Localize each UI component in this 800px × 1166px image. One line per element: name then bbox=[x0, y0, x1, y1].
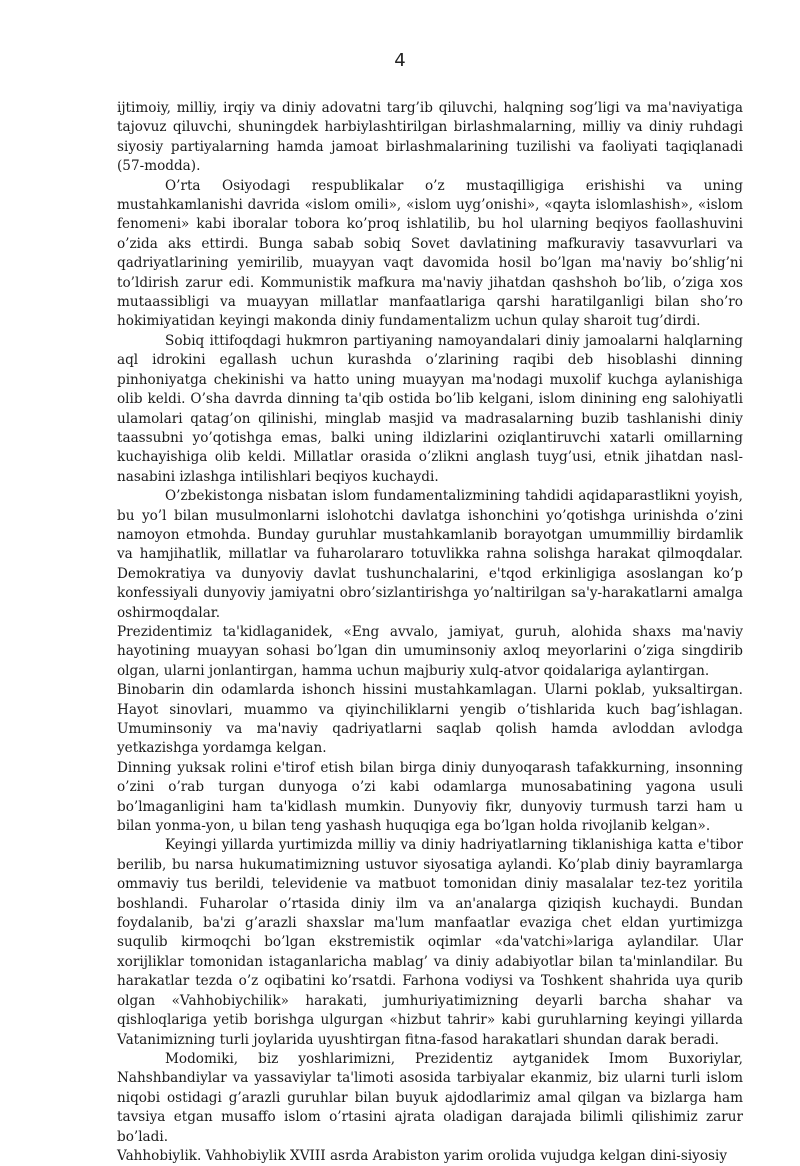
paragraph-9: Modomiki, biz yoshlarimizni, Prezidentiz aytganidek Imom Buxoriylar, Nahshbandiylar va yassaviylar ta'limoti asosida tarbiyalar ekanmiz, biz ularni turli islom niqobi ostidagi g’arazli guruhlar bilan buyuk ajdodlarimiz amal qilgan va bizlarga ham tavsiya etgan musaffo islom o’rtasini ajrata oladigan darajada bilimli qilishimiz zarur bo’ladi. bbox=[117, 1050, 743, 1145]
paragraph-5: Prezidentimiz ta'kidlaganidek, «Eng avvalo, jamiyat, guruh, alohida shaxs ma'naviy hayotining muayyan sohasi bo’lgan din umuminsoniy axloq meyorlarini o’ziga singdirib olgan, ularni jonlantirgan, hamma uchun majburiy xulq-atvor qoidalariga aylantirgan. bbox=[117, 623, 743, 679]
body-text bbox=[117, 99, 743, 1166]
paragraph-4: O’zbekistonga nisbatan islom fundamentalizmining tahdidi aqidaparastlikni yoyish, bu yo’l bilan musulmonlarni islohotchi davlatga ishonchini yo’qotishga urinishda o’zini namoyon etmohda. Bunday guruhlar mustahkamlanib borayotgan umummilliy birdamlik va hamjihatlik, millatlar va fuharolararo totuvlikka rahna solishga harakat qilmoqdalar. Demokratiya va dunyoviy davlat tushunchalarini, e'tqod erkinligiga asoslangan ko’p konfessiyali dunyoviy jamiyatni obro’sizlantirishga yo’naltirilgan sa'y-harakatlarni amalga oshirmoqdalar. bbox=[117, 488, 743, 621]
paragraph-1: ijtimoiy, milliy, irqiy va diniy adovatni targ’ib qiluvchi, halqning sog’ligi va ma'naviyatiga tajovuz qiluvchi, shuningdek harbiylashtirilgan birlashmalarning, milliy va diniy ruhdagi siyosiy partiyalarning hamda jamoat birlashmalarining tuzilishi va faoliyati taqiqlanadi (57-modda). bbox=[117, 100, 743, 175]
paragraph-2: O’rta Osiyodagi respublikalar o’z mustaqilligiga erishishi va uning mustahkamlanishi davrida «islom omili», «islom uyg’onishi», «qayta islomlashish», «islom fenomeni» kabi iboralar tobora ko’proq ishlatilib, bu hol ularning beqiyos faollashuvini o’zida aks ettirdi. Bunga sabab sobiq Sovet davlatining mafkuraviy tasavvurlari va qadriyatlarining yemirilib, muayyan vaqt davomida hosil bo’lgan ma'naviy bo’shlig’ni to’ldirish zarur edi. Kommunistik mafkura ma'naviy jihatdan qashshoh bo’lib, o’ziga xos mutaassibligi va muayyan millatlar manfaatlariga qarshi haratilganligi bilan sho’ro hokimiyatidan keyingi makonda diniy fundamentalizm uchun qulay sharoit tug’dirdi. bbox=[117, 177, 743, 330]
paragraph-3: Sobiq ittifoqdagi hukmron partiyaning namoyandalari diniy jamoalarni halqlarning aql idrokini egallash uchun kurashda o’zlarining raqibi deb hisoblashi dinning pinhoniyatga chekinishi va hatto uning muayyan ma'nodagi muxolif kuchga aylanishiga olib keldi. O’sha davrda dinning ta'qib ostida bo’lib kelgani, islom dinining eng salohiyatli ulamolari qatag’on qilinishi, minglab masjid va madrasalarning buzib tashlanishi diniy taassubni yo’qotishga emas, balki uning ildizlarini oziqlantiruvchi xatarli omillarning kuchayishiga olib keldi. Millatlar orasida o’zlikni anglash tuyg’usi, etnik jihatdan nasl-nasabini izlashga intilishlari beqiyos kuchaydi. bbox=[117, 332, 743, 485]
paragraph-8: Keyingi yillarda yurtimizda milliy va diniy hadriyatlarning tiklanishiga katta e'tibor berilib, bu narsa hukumatimizning ustuvor siyosatiga aylandi. Ko’plab diniy bayramlarga ommaviy tus berildi, televidenie va matbuot tomonidan diniy masalalar tez-tez yoritila boshlandi. Fuharolar o’rtasida diniy ilm va an'analarga qiziqish kuchaydi. Bundan foydalanib, ba'zi g’arazli shaxslar ma'lum manfaatlar evaziga chet eldan yurtimizga suqulib kirmoqchi bo’lgan ekstremistik oqimlar «da'vatchi»lariga aylandilar. Ular xorijliklar tomonidan istaganlaricha mablag’ va diniy adabiyotlar bilan ta'minlandilar. Bu harakatlar tezda o’z oqibatini ko’rsatdi. Farhona vodiysi va Toshkent shahrida uya qurib olgan «Vahhobiychilik» harakati, jumhuriyatimizning deyarli barcha shahar va qishloqlariga yetib borishga ulgurgan «hizbut tahrir» kabi guruhlarning keyingi yillarda Vatanimizning turli joylarida uyushtirgan fitna-fasod harakatlari shundan darak beradi. bbox=[117, 837, 743, 1048]
paragraph-10: Vahhobiylik. Vahhobiylik XVIII asrda Arabiston yarim orolida vujudga kelgan dini-siyosiy bbox=[117, 1147, 728, 1164]
paragraph-7: Dinning yuksak rolini e'tirof etish bilan birga diniy dunyoqarash tafakkurning, insonning o’zini o’rab turgan dunyoga o’zi kabi odamlarga munosabatining yagona usuli bo’lmaganligini ham ta'kidlash mumkin. Dunyoviy fikr, dunyoviy turmush tarzi ham u bilan yonma-yon, u bilan teng yashash huquqiga ega bo’lgan holda rivojlanib kelgan». bbox=[117, 759, 743, 835]
page-number: 4 bbox=[394, 50, 406, 71]
paragraph-6: Binobarin din odamlarda ishonch hissini mustahkamlagan. Ularni poklab, yuksaltirgan. Hayot sinovlari, muammo va qiyinchiliklarni yengib o’tishlarida kuch bag’ishlagan. Umuminsoniy va ma'naviy qadriyatlarni saqlab qolish hamda avloddan avlodga yetkazishga yordamga kelgan. bbox=[117, 682, 743, 757]
